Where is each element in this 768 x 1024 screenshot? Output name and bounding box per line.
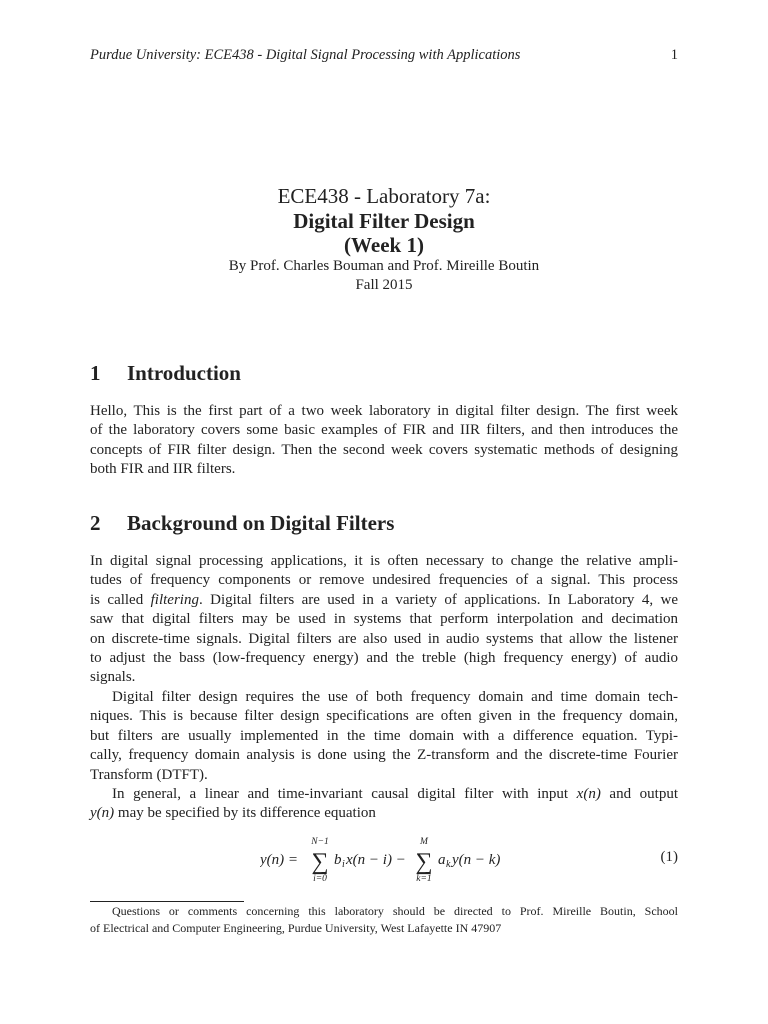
text-line: Hello, This is the first part of a two week laboratory in digital filter design. The first week [90, 403, 678, 419]
text-run: In general, a linear and time-invariant causal digital filter with input [112, 786, 577, 802]
term2-rest: y(n − k) [452, 852, 501, 868]
sum2-lower-limit: k=1 [416, 874, 432, 884]
equation-lhs: y(n) = [260, 852, 299, 868]
text-line: tudes of frequency components or remove undesired frequencies of a signal. This process [90, 572, 678, 589]
equation-number: (1) [660, 849, 678, 865]
section-heading-introduction [90, 360, 241, 386]
coefficient-a: a [438, 852, 446, 868]
sum1-lower-limit: i=0 [313, 874, 327, 884]
title-block [90, 183, 678, 295]
lab-title: ECE438 - Laboratory 7a: [277, 184, 491, 208]
page-number: 1 [670, 47, 678, 63]
text-line: saw that digital filters may be used in systems that perform interpolation and decimation [90, 611, 678, 628]
section-title: Introduction [127, 361, 241, 385]
authors: By Prof. Charles Bouman and Prof. Mireille Boutin [228, 258, 540, 274]
text-run: and output [600, 786, 678, 802]
coefficient-b: b [334, 852, 342, 868]
footnote-rule [90, 901, 244, 902]
text-line: signals. [90, 669, 136, 686]
running-header [90, 47, 678, 64]
sum2-upper-limit: M [420, 837, 428, 847]
math-y-of-n: y(n) [90, 805, 115, 822]
text-line: cally, frequency domain analysis is done using the Z-transform and the discrete-time Fourier [90, 747, 678, 764]
section-number: 2 [90, 511, 101, 535]
footnote [90, 903, 678, 937]
text-run: may be specified by its difference equation [114, 805, 376, 822]
coefficient-a-subscript: k [446, 859, 451, 870]
difference-equation [90, 836, 678, 884]
text-line: niques. This is because filter design specifications are often given in the frequency domain, [90, 708, 678, 725]
section-number: 1 [90, 361, 101, 385]
document-title-line1: Digital Filter Design [293, 209, 475, 233]
introduction-paragraph [90, 402, 678, 480]
text-line: on discrete-time signals. Digital filters are also used in audio systems that allow the listener [90, 630, 678, 647]
background-paragraph-1 [90, 552, 678, 688]
text-line: of the laboratory covers some basic examples of FIR and IIR filters, and then introduces the [90, 422, 678, 439]
section-heading-background [90, 510, 394, 536]
text-run: is called [90, 591, 151, 608]
text-run: . Digital filters are used in a variety of applications. In Laboratory 4, we [198, 591, 678, 608]
text-line: concepts of FIR filter design. Then the second week covers systematic methods of designing [90, 441, 678, 458]
document-title-line2: (Week 1) [344, 233, 424, 257]
text-line: but filters are usually implemented in the time domain with a difference equation. Typi- [90, 727, 678, 744]
equation-formula [260, 836, 560, 884]
emphasis-filtering: filtering [150, 591, 199, 608]
text-line: both FIR and IIR filters. [90, 461, 236, 478]
text-line: to adjust the bass (low-frequency energy) and the treble (high frequency energy) of audio [90, 650, 678, 667]
text-line [90, 785, 678, 804]
text-line: Digital filter design requires the use of both frequency domain and time domain tech- [112, 689, 678, 705]
term: Fall 2015 [355, 277, 413, 293]
running-title: Purdue University: ECE438 - Digital Signal Processing with Applications [90, 47, 521, 63]
math-x-of-n: x(n) [576, 786, 601, 802]
footnote-line: of Electrical and Computer Engineering, Purdue University, West Lafayette IN 47907 [90, 921, 502, 935]
sum1-sigma: ∑ [311, 849, 329, 875]
background-paragraph-2 [90, 688, 678, 785]
sum1-upper-limit: N−1 [311, 837, 329, 847]
background-paragraph-3 [90, 785, 678, 824]
text-line: Transform (DTFT). [90, 766, 208, 783]
section-title: Background on Digital Filters [127, 511, 395, 535]
term1-rest: x(n − i) − [346, 852, 406, 868]
sum2-sigma: ∑ [415, 849, 433, 875]
text-line [90, 591, 678, 610]
coefficient-b-subscript: i [342, 859, 345, 870]
text-line: In digital signal processing applications, it is often necessary to change the relative ampli- [90, 553, 678, 569]
footnote-line: Questions or comments concerning this laboratory should be directed to Prof. Mireille Boutin, School [112, 904, 678, 918]
text-line [90, 804, 678, 823]
